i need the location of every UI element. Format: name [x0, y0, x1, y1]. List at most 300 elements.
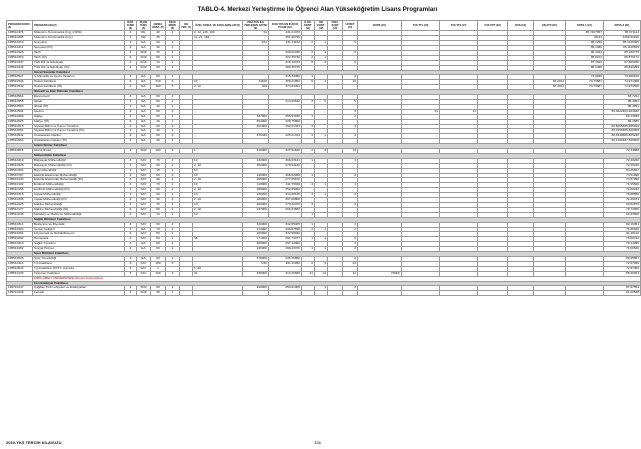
table-cell: 202,35730 [269, 55, 302, 60]
table-cell: 1 [302, 212, 315, 217]
table-cell: 5 [302, 60, 315, 65]
table-cell: 231,71102 [269, 41, 302, 46]
table-cell: 10 [193, 183, 243, 188]
table-cell: 72,40240 [604, 163, 641, 168]
program-code-cell: 105510533 [7, 80, 33, 85]
program-name-cell: İnşaat Mühendisliği [33, 193, 125, 198]
table-cell: 256,54030 [269, 114, 302, 119]
table-cell: 230,97690 [269, 227, 302, 232]
program-name-cell: Mütercim-Tercümanlık (İng.) [33, 36, 125, 41]
table-cell: 180 [151, 261, 166, 266]
column-header: OB KONT. (12) [315, 21, 328, 31]
table-cell: 306,62058 [269, 173, 302, 178]
program-name-cell: Makine Mühendisliği (İÖ) [33, 207, 125, 212]
table-cell: EA [137, 109, 151, 114]
table-cell: 2 [166, 163, 180, 168]
table-cell: 72,97356 [604, 261, 641, 266]
table-cell: EA [137, 80, 151, 85]
program-name-cell: Türk Dili ve Edebiyatı [33, 60, 125, 65]
program-name-cell: Mütercim-Tercümanlık (İng.) (%50) [33, 31, 125, 36]
program-name-cell: Sağlık Yönetimi [33, 242, 125, 247]
program-code-cell: 105710249 [7, 291, 33, 296]
table-cell: 85,1119525 [604, 46, 641, 51]
table-cell [243, 291, 269, 296]
program-name-cell: Endüstri Mühendisliği (İÖ) [33, 188, 125, 193]
table-cell: 24 [343, 261, 358, 266]
table-cell: 311,75940 [269, 183, 302, 188]
table-cell: SAY [137, 168, 151, 173]
program-name-cell: Metalurji ve Malzeme Mühendisliği [33, 212, 125, 217]
table-cell: 4 [125, 46, 137, 51]
program-code-cell: 105510564 [7, 95, 33, 100]
table-cell: 654000 [243, 119, 269, 124]
table-cell: 2 [302, 50, 315, 55]
column-header: KPSS-1 (21) [566, 21, 604, 31]
table-cell: 1 [166, 31, 180, 36]
table-cell: 74,971308 [604, 80, 641, 85]
program-name-cell: Veteriner Fakültesi [33, 271, 125, 276]
table-cell: 10 [343, 80, 358, 85]
table-cell: 4 [125, 188, 137, 193]
table-cell: 60 [151, 65, 166, 70]
table-cell: 71,60240 [604, 188, 641, 193]
table-cell: 291,74477 [269, 237, 302, 242]
table-cell: 60 [151, 41, 166, 46]
table-cell: 2 [166, 109, 180, 114]
column-header: GENEL KONT. (5) [151, 21, 166, 31]
table-cell: 86,1498 [566, 65, 604, 70]
table-cell: 2 [166, 65, 180, 70]
program-name-cell: İç Mimarlık ve Çevre Tasarımı [33, 75, 125, 80]
column-header: TUS KTP (18) [478, 21, 508, 31]
program-code-cell: 105510797 [7, 173, 33, 178]
program-name-cell: Hukuk Fakültesi [33, 80, 125, 85]
table-cell: 4 [125, 55, 137, 60]
program-name-cell: Uluslararası İlişkiler (İÖ) [33, 139, 125, 144]
table-cell: 79,14055 [604, 242, 641, 247]
table-cell: 2 [166, 99, 180, 104]
table-cell: 318,10479 [269, 60, 302, 65]
table-cell: 1 [166, 291, 180, 296]
table-cell: 4 [125, 198, 137, 203]
table-cell: 3 [166, 149, 180, 154]
section-title: KIRKLARELİ ÜNİVERSİTESİ (Devlet Üniversitesi) [33, 276, 641, 281]
table-cell: 73,909100 [604, 75, 641, 80]
table-cell: 4 [125, 99, 137, 104]
program-code-cell: 105510282 [7, 247, 33, 252]
table-cell: 40 [151, 31, 166, 36]
table-cell: 4 [125, 183, 137, 188]
table-cell: 1 [315, 80, 328, 85]
table-cell: 74,51990 [604, 173, 641, 178]
program-code-cell: 105510316 [7, 193, 33, 198]
table-cell: 1 [302, 237, 315, 242]
table-cell: 2 [315, 99, 328, 104]
program-name-cell: Biyomühendislik [33, 168, 125, 173]
section-title: Spor Bilimleri Fakültesi [33, 252, 641, 257]
table-cell: 4 [125, 134, 137, 139]
table-cell: 3 [315, 60, 328, 65]
table-cell: 31109 [243, 80, 269, 85]
table-cell: 314,26665 [269, 271, 302, 276]
table-cell: 327,51640 [269, 149, 302, 154]
table-cell: SAY [137, 193, 151, 198]
program-code-cell: 105510816 [7, 149, 33, 154]
table-cell: 5 [343, 99, 358, 104]
table-cell: 88,64 [566, 36, 604, 41]
program-name-cell: Maliye [33, 114, 125, 119]
table-cell: EA [137, 41, 151, 46]
table-cell: 235,76880 [269, 256, 302, 261]
table-cell: 2, 10 [193, 163, 243, 168]
table-cell: 4 [125, 227, 137, 232]
table-cell: 84,26607 [604, 168, 641, 173]
column-header: K.ÖĞ. KONT. (11) [302, 21, 315, 31]
table-cell: 40 [151, 46, 166, 51]
table-cell: 60 [151, 75, 166, 80]
table-cell: 4 [302, 193, 315, 198]
table-cell: 1 [315, 55, 328, 60]
table-cell: 2 [166, 50, 180, 55]
program-code-cell: 105510446 [7, 65, 33, 70]
table-cell: 2, 10 [193, 188, 243, 193]
table-cell: 73,9835 [566, 75, 604, 80]
table-cell: 21 [402, 109, 440, 114]
table-header-row [7, 21, 641, 31]
table-cell: 5 [166, 85, 180, 90]
table-cell: 2 [343, 227, 358, 232]
table-cell: 11 [440, 109, 478, 114]
table-cell: SAY [137, 183, 151, 188]
programs-table-container [6, 20, 639, 296]
table-cell: 40 [151, 129, 166, 134]
table-cell: 136300 [243, 173, 269, 178]
table-cell: 2, 10 [193, 178, 243, 183]
table-cell: 2 [302, 149, 315, 154]
table-cell: 89,0150485,600000 [604, 129, 641, 134]
table-cell: 4 [302, 203, 315, 208]
program-name-cell: İslami İlimler [33, 149, 125, 154]
program-code-cell: 105510314 [7, 222, 33, 227]
table-cell: 70 [151, 60, 166, 65]
table-cell: 313,28125 [269, 193, 302, 198]
table-cell: 73,73687 [566, 85, 604, 90]
table-cell: 60 [151, 95, 166, 100]
table-cell: EA [137, 114, 151, 119]
column-header: PUAN TÜRÜ (4) [137, 21, 151, 31]
table-cell: 9 [343, 50, 358, 55]
table-cell: 85,671114 [604, 31, 641, 36]
table-cell: 72,97360 [604, 266, 641, 271]
program-code-cell: 105510228 [7, 163, 33, 168]
table-cell: 1 [166, 46, 180, 51]
table-cell: 86,5055485,655810 [604, 124, 641, 129]
program-code-cell: 105710247 [7, 286, 33, 291]
table-cell: SAY [137, 207, 151, 212]
table-cell: SÖZ [137, 291, 151, 296]
table-cell: 209 [243, 85, 269, 90]
table-cell: 2 [166, 55, 180, 60]
table-cell: 2, 10 [193, 85, 243, 90]
table-cell: 10 [193, 193, 243, 198]
table-cell: 3 [315, 261, 328, 266]
table-cell: 2 [302, 41, 315, 46]
program-code-cell: 105510642 [7, 134, 33, 139]
table-cell: 60 [151, 242, 166, 247]
column-header: BURS (15) [358, 21, 402, 31]
table-cell [508, 291, 534, 296]
table-cell: 83,2014 [534, 85, 566, 90]
section-title: İslami İlimler Fakültesi [33, 144, 641, 149]
program-code-cell: 105510542 [7, 85, 33, 90]
section-title: Mühendislik Fakültesi [33, 153, 641, 158]
table-cell: 83,7221 [604, 95, 641, 100]
table-cell: 2 [166, 256, 180, 261]
program-code-cell: 105510525 [7, 256, 33, 261]
program-code-cell: 105510304 [7, 232, 33, 237]
table-cell: 4 [125, 119, 137, 124]
table-cell: 2 [166, 178, 180, 183]
table-cell: 367000 [243, 114, 269, 119]
table-cell: 60 [151, 232, 166, 237]
table-cell: 1 [315, 50, 328, 55]
program-code-cell: 105510385 [7, 36, 33, 41]
program-name-cell: Bilgisayar Mühendisliği [33, 158, 125, 163]
table-cell: 266,24560 [269, 207, 302, 212]
table-cell: 85,4051 [604, 99, 641, 104]
table-cell: EA [137, 119, 151, 124]
table-cell: 81,00528 [604, 291, 641, 296]
table-cell: 1 [302, 247, 315, 252]
table-cell: 6 [166, 80, 180, 85]
table-cell: 5 [166, 261, 180, 266]
table-cell: 180 [151, 85, 166, 90]
table-cell: 60 [151, 247, 166, 252]
program-code-cell: 105510543 [7, 266, 33, 271]
table-cell: 332,98040 [269, 232, 302, 237]
table-cell: 4 [125, 178, 137, 183]
table-cell: SAY [137, 188, 151, 193]
program-name-cell: Elektrik-Elektronik Mühendisliği [33, 173, 125, 178]
table-cell: 2 [302, 261, 315, 266]
table-cell: 2 [166, 139, 180, 144]
program-name-cell: Çocuk Gelişimi [33, 227, 125, 232]
table-cell: 286000 [243, 188, 269, 193]
table-cell: 2 [166, 203, 180, 208]
table-cell: 279,94140 [269, 163, 302, 168]
program-name-cell: Tarih [33, 50, 125, 55]
table-cell: 4 [125, 36, 137, 41]
table-cell: 85,189775 [604, 50, 641, 55]
table-cell: 4 [125, 60, 137, 65]
table-cell: 40 [151, 198, 166, 203]
program-name-cell: İktisat (İÖ) [33, 104, 125, 109]
program-name-cell: Türk Dili ve Edebiyatı (İÖ) [33, 65, 125, 70]
table-cell: 71,06040 [604, 227, 641, 232]
table-cell: 161 [243, 41, 269, 46]
program-name-cell: Maliye (İÖ) [33, 119, 125, 124]
program-name-cell: Siyaset Bilimi ve Kamu Yönetimi [33, 124, 125, 129]
table-cell: 2 [166, 212, 180, 217]
program-code-cell: 105510219 [7, 158, 33, 163]
table-cell: 171000 [243, 237, 269, 242]
table-cell: 1 [151, 266, 166, 271]
table-cell: SAY [137, 232, 151, 237]
table-cell: 4 [125, 104, 137, 109]
table-cell: 309,03131 [269, 158, 302, 163]
table-cell: 210 [151, 80, 166, 85]
table-cell: 374,33494 [269, 85, 302, 90]
table-cell: 1 [302, 158, 315, 163]
table-cell: 4 [125, 139, 137, 144]
table-cell: 4 [125, 173, 137, 178]
table-cell: 332,65465 [269, 222, 302, 227]
table-cell: 2 [166, 247, 180, 252]
table-cell: 4 [125, 222, 137, 227]
program-code-cell: 105510133 [7, 271, 33, 276]
program-code-cell: 105510651 [7, 129, 33, 134]
table-cell: 60 [151, 114, 166, 119]
table-cell: 85,1259 [566, 41, 604, 46]
program-code-cell: 105510336 [7, 198, 33, 203]
table-cell: 10 [193, 168, 243, 173]
table-cell: 4 [125, 242, 137, 247]
program-name-cell: Tıp Fakültesi [33, 261, 125, 266]
column-header: OB YER. (7) [180, 21, 193, 31]
table-cell: 71,95546 [604, 183, 641, 188]
table-cell [180, 291, 193, 296]
table-cell: 86,840250 [604, 65, 641, 70]
table-cell: 4 [125, 31, 137, 36]
program-name-cell: Sosyoloji [33, 41, 125, 46]
table-cell: 2 [166, 114, 180, 119]
table-cell: 461,11050 [269, 261, 302, 266]
table-cell: 73,73687 [566, 80, 604, 85]
table-cell: 3 [315, 149, 328, 154]
column-header: TUS TT1 (16) [402, 21, 440, 31]
table-cell: SÖZ [137, 149, 151, 154]
table-cell: 4 [125, 85, 137, 90]
table-cell: 71,00530 [604, 247, 641, 252]
table-cell: 257,13960 [269, 242, 302, 247]
table-cell: 351,90795 [269, 36, 302, 41]
table-cell: 86,3022923,924630 [604, 109, 641, 114]
table-cell: 4 [125, 291, 137, 296]
table-cell: 100 [151, 271, 166, 276]
program-name-cell: İşletme [33, 109, 125, 114]
table-cell: SAY [137, 203, 151, 208]
table-cell: 80 [151, 237, 166, 242]
table-cell: 60 [151, 163, 166, 168]
table-cell: 2 [166, 41, 180, 46]
table-cell: 130200 [243, 193, 269, 198]
table-cell: EA [137, 95, 151, 100]
table-cell: 4 [125, 247, 137, 252]
table-cell: 225,01314 [269, 134, 302, 139]
table-cell: 13 [343, 149, 358, 154]
table-cell: 4 [125, 207, 137, 212]
table-cell: SÖZ [137, 65, 151, 70]
table-cell: 1 [193, 149, 243, 154]
table-cell: EA [137, 46, 151, 51]
table-cell: 4 [125, 286, 137, 291]
table-cell: 2 [166, 188, 180, 193]
page-number: 336 [314, 440, 321, 445]
table-cell: 2 [166, 173, 180, 178]
table-cell: 4 [125, 50, 137, 55]
table-cell: 2 [166, 75, 180, 80]
table-cell: 21 [302, 271, 315, 276]
table-cell: 1 [315, 183, 328, 188]
table-cell [269, 291, 302, 296]
table-cell: 2 [302, 55, 315, 60]
table-cell: 85,1086 [566, 46, 604, 51]
table-cell: EA [137, 256, 151, 261]
table-cell: 940000 [243, 286, 269, 291]
table-cell: 180000 [243, 271, 269, 276]
table-cell: EA [137, 104, 151, 109]
table-cell: 87,67554 [604, 286, 641, 291]
table-cell: 1 [315, 237, 328, 242]
table-cell: 252,95000 [269, 188, 302, 193]
table-cell: EA [137, 75, 151, 80]
table-cell: 280,35745 [269, 65, 302, 70]
table-cell: SAY [137, 178, 151, 183]
column-header: ÖĞR. SÜRE (3) [125, 21, 137, 31]
table-cell: 2, 10 [193, 207, 243, 212]
table-cell: 11, 21, 169 [193, 36, 243, 41]
table-cell: 86,13830 [604, 114, 641, 119]
program-code-cell: 105510319 [7, 242, 33, 247]
table-cell: 4 [125, 65, 137, 70]
program-code-cell: 105510625 [7, 119, 33, 124]
program-code-cell: 105510555 [7, 99, 33, 104]
program-name-cell: Elektrik-Elektronik Mühendisliği (İÖ) [33, 178, 125, 183]
table-cell: 380,21852 [269, 80, 302, 85]
table-cell: 2 [166, 158, 180, 163]
table-cell: 4 [125, 158, 137, 163]
table-cell: SAY [137, 158, 151, 163]
table-cell: SAY [137, 222, 151, 227]
table-cell: 76,69742 [604, 237, 641, 242]
table-cell: 4 [343, 158, 358, 163]
table-cell: 2, 12, 126, 169 [193, 31, 243, 36]
table-cell: 40 [151, 104, 166, 109]
table-cell [302, 291, 315, 296]
column-header: PROGRAM ADI (2) [33, 21, 125, 31]
column-header: KPSS-2 (22) [604, 21, 641, 31]
table-cell: 3 [343, 286, 358, 291]
table-cell: 14 [315, 271, 328, 276]
program-name-cell: Hukuk Fakültesi (İÖ) [33, 85, 125, 90]
program-name-cell: Tarih (İÖ) [33, 55, 125, 60]
table-cell: 3 [343, 75, 358, 80]
table-cell: VİDEK [358, 271, 402, 276]
table-cell: 83,2014 [534, 80, 566, 85]
table-cell: 2 [166, 237, 180, 242]
table-cell: EA [137, 129, 151, 134]
program-code-cell: 105510311 [7, 46, 33, 51]
table-cell: 4 [343, 203, 358, 208]
table-cell: 679330 [243, 134, 269, 139]
table-cell [478, 291, 508, 296]
table-cell: 1 [315, 41, 328, 46]
table-cell: 40 [151, 119, 166, 124]
table-cell [193, 291, 243, 296]
footer-guide-title: 2019-YKS TERCİH KILAVUZU [6, 440, 62, 445]
table-cell: 4 [125, 232, 137, 237]
program-name-cell: Tıp Fakültesi (KKTC Uyruklu) [33, 266, 125, 271]
